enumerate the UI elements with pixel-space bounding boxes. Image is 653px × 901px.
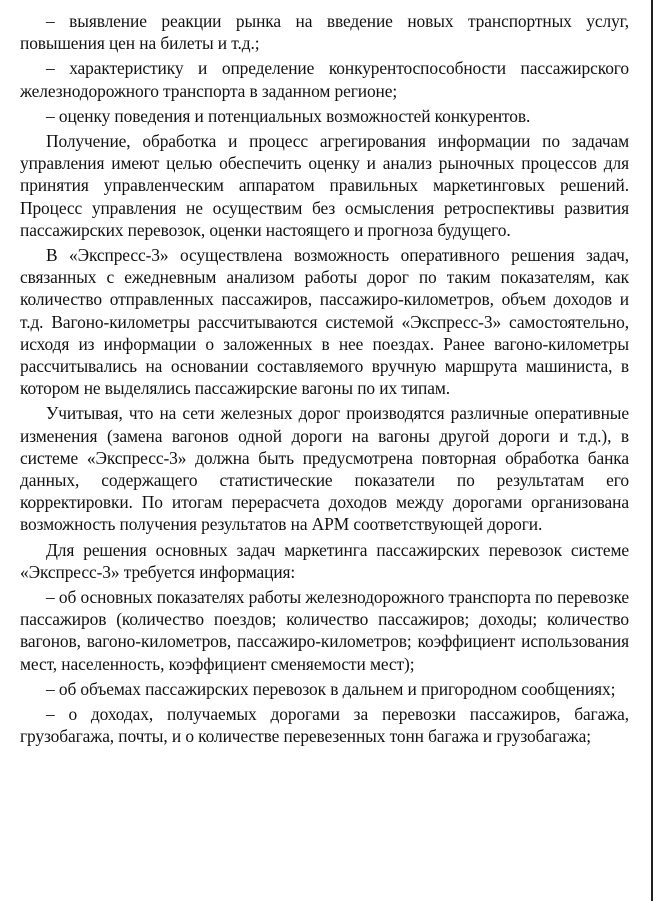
list-item: – об основных показателях работы железнодорожного транспорта по перевозке пассажиров (количество поездов; количество пассажиров; доходы; количество вагонов, вагоно-километров, пассажиро-километров; коэффициент использования мест, населенность, коэффициент сменяемости мест); (20, 587, 629, 674)
paragraph: Для решения основных задач маркетинга пассажирских перевозок системе «Экспресс-3» требуется информация: (20, 539, 629, 582)
list-item: – оценку поведения и потенциальных возможностей конкурентов. (46, 105, 531, 126)
list-item: – об объемах пассажирских перевозок в дальнем и пригородном сообщениях; (46, 678, 616, 699)
list-item: – выявление реакции рынка на введение новых транспортных услуг, повышения цен на билеты и т.д.; (20, 11, 629, 54)
paragraph: Учитывая, что на сети железных дорог производятся различные оперативные изменения (замена вагонов одной дороги на вагоны другой дороги и т.д.), в системе «Экспресс-3» должна быть предусмотрена повторная обработка банка данных, содержащего статистические показатели по результатам его корректировки. По итогам перерасчета доходов между дорогами организована возможность получения результатов на АРМ соответствующей дороги. (20, 403, 629, 535)
paragraph: Получение, обработка и процесс агрегирования информации по задачам управления имеют целью обеспечить оценку и анализ рыночных процессов для принятия управленческим аппаратом правильных маркетинговых решений. Процесс управления не осуществим без осмысления ретроспективы развития пассажирских перевозок, оценки настоящего и прогноза будущего. (20, 131, 629, 240)
list-item: – характеристику и определение конкурентоспособности пассажирского железнодорожного транспорта в заданном регионе; (20, 58, 629, 101)
paragraph: В «Экспресс-3» осуществлена возможность оперативного решения задач, связанных с ежедневным анализом работы дорог по таким показателям, как количество отправленных пассажиров, пассажиро-километров, объем доходов и т.д. Вагоно-километры рассчитываются системой «Экспресс-3» самостоятельно, исходя из информации о заложенных в нее поездах. Ранее вагоно-километры рассчитывались на основании составляемого вручную маршрута машиниста, в котором не выделялись пассажирские вагоны по их типам. (20, 245, 629, 399)
list-item: – о доходах, получаемых дорогами за перевозки пассажиров, багажа, грузобагажа, почты, и о количестве перевезенных тонн багажа и грузобагажа; (20, 704, 629, 747)
